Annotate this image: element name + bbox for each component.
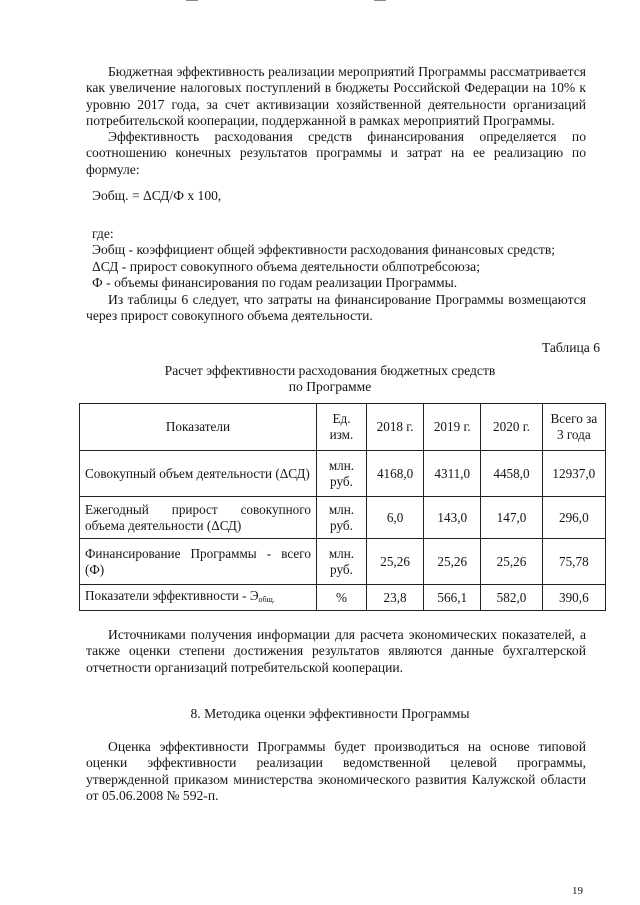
- table-header-row: [80, 404, 606, 451]
- paragraph-spending-efficiency: Эффективность расходования средств финансирования определяется по соотношению конечных результатов программы и затрат на ее реализацию по формуле:: [86, 129, 586, 177]
- scan-mark: [186, 0, 198, 1]
- header-total: Всего за 3 года: [542, 404, 605, 451]
- value-total: 12937,0: [542, 451, 605, 497]
- table-title-line-1: Расчет эффективности расходования бюджетных средств: [164, 363, 496, 378]
- table-title: [130, 363, 530, 395]
- page-number: 19: [572, 885, 583, 897]
- paragraph-budget-efficiency: Бюджетная эффективность реализации мероприятий Программы рассматривается как увеличение налоговых поступлений в бюджеты Российской Федерации на 10% к уровню 2017 года, за счет активизации хозяйственной деятельности организаций потребительской кооперации, поддержанной в рамках мероприятий Программы.: [86, 64, 586, 128]
- row-unit: млн. руб.: [316, 451, 366, 497]
- row-name: Финансирование Программы - всего (Ф): [80, 539, 317, 585]
- header-2019: 2019 г.: [424, 404, 481, 451]
- value-2020: 25,26: [481, 539, 542, 585]
- section-heading: 8. Методика оценки эффективности Программы: [190, 706, 470, 721]
- value-total: 390,6: [542, 585, 605, 611]
- value-2019: 143,0: [424, 497, 481, 539]
- row-name-text: Показатели эффективности - Э: [85, 587, 259, 603]
- header-2018: 2018 г.: [366, 404, 423, 451]
- table-row: [80, 585, 606, 611]
- row-unit: млн. руб.: [316, 497, 366, 539]
- value-2020: 582,0: [481, 585, 542, 611]
- value-2018: 6,0: [366, 497, 423, 539]
- header-unit: Ед. изм.: [316, 404, 366, 451]
- paragraph-methodology: Оценка эффективности Программы будет производиться на основе типовой оценки эффективности реализации ведомственной целевой программы, утвержденной приказом министерства экономического развития Калужской области от 05.06.2008 № 592-п.: [86, 739, 586, 803]
- header-indicators: Показатели: [80, 404, 317, 451]
- value-total: 75,78: [542, 539, 605, 585]
- row-name: [80, 585, 317, 611]
- value-2018: 25,26: [366, 539, 423, 585]
- row-name-subscript: общ.: [258, 594, 275, 604]
- value-2019: 566,1: [424, 585, 481, 611]
- value-2020: 147,0: [481, 497, 542, 539]
- scan-mark: [374, 0, 386, 1]
- definition-delta-sd: ΔСД - прирост совокупного объема деятельности облпотребсоюза;: [92, 258, 480, 274]
- value-2018: 23,8: [366, 585, 423, 611]
- definition-e-total: Эобщ - коэффициент общей эффективности расходования финансовых средств;: [92, 242, 556, 258]
- table-row: [80, 539, 606, 585]
- efficiency-table: [79, 403, 606, 611]
- table-row: [80, 451, 606, 497]
- value-2019: 4311,0: [424, 451, 481, 497]
- value-total: 296,0: [542, 497, 605, 539]
- efficiency-formula: Эобщ. = ΔСД/Ф х 100,: [92, 188, 222, 203]
- table-label: Таблица 6: [541, 340, 600, 355]
- row-unit: млн. руб.: [316, 539, 366, 585]
- value-2018: 4168,0: [366, 451, 423, 497]
- table-title-line-2: по Программе: [288, 379, 372, 394]
- header-2020: 2020 г.: [481, 404, 542, 451]
- row-name: Ежегодный прирост совокупного объема деятельности (ΔСД): [80, 497, 317, 539]
- paragraph-information-sources: Источниками получения информации для расчета экономических показателей, а также оценки степени достижения результатов являются данные бухгалтерской отчетности организаций потребительской кооперации.: [86, 627, 586, 675]
- paragraph-table-reference: Из таблицы 6 следует, что затраты на финансирование Программы возмещаются через прирост совокупного объема деятельности.: [86, 292, 586, 324]
- where-label: где:: [92, 226, 114, 241]
- table-row: [80, 497, 606, 539]
- value-2019: 25,26: [424, 539, 481, 585]
- row-name: Совокупный объем деятельности (ΔСД): [80, 451, 317, 497]
- formula-definitions: [86, 226, 586, 291]
- row-unit: %: [316, 585, 366, 611]
- definition-f: Ф - объемы финансирования по годам реализации Программы.: [92, 274, 458, 290]
- value-2020: 4458,0: [481, 451, 542, 497]
